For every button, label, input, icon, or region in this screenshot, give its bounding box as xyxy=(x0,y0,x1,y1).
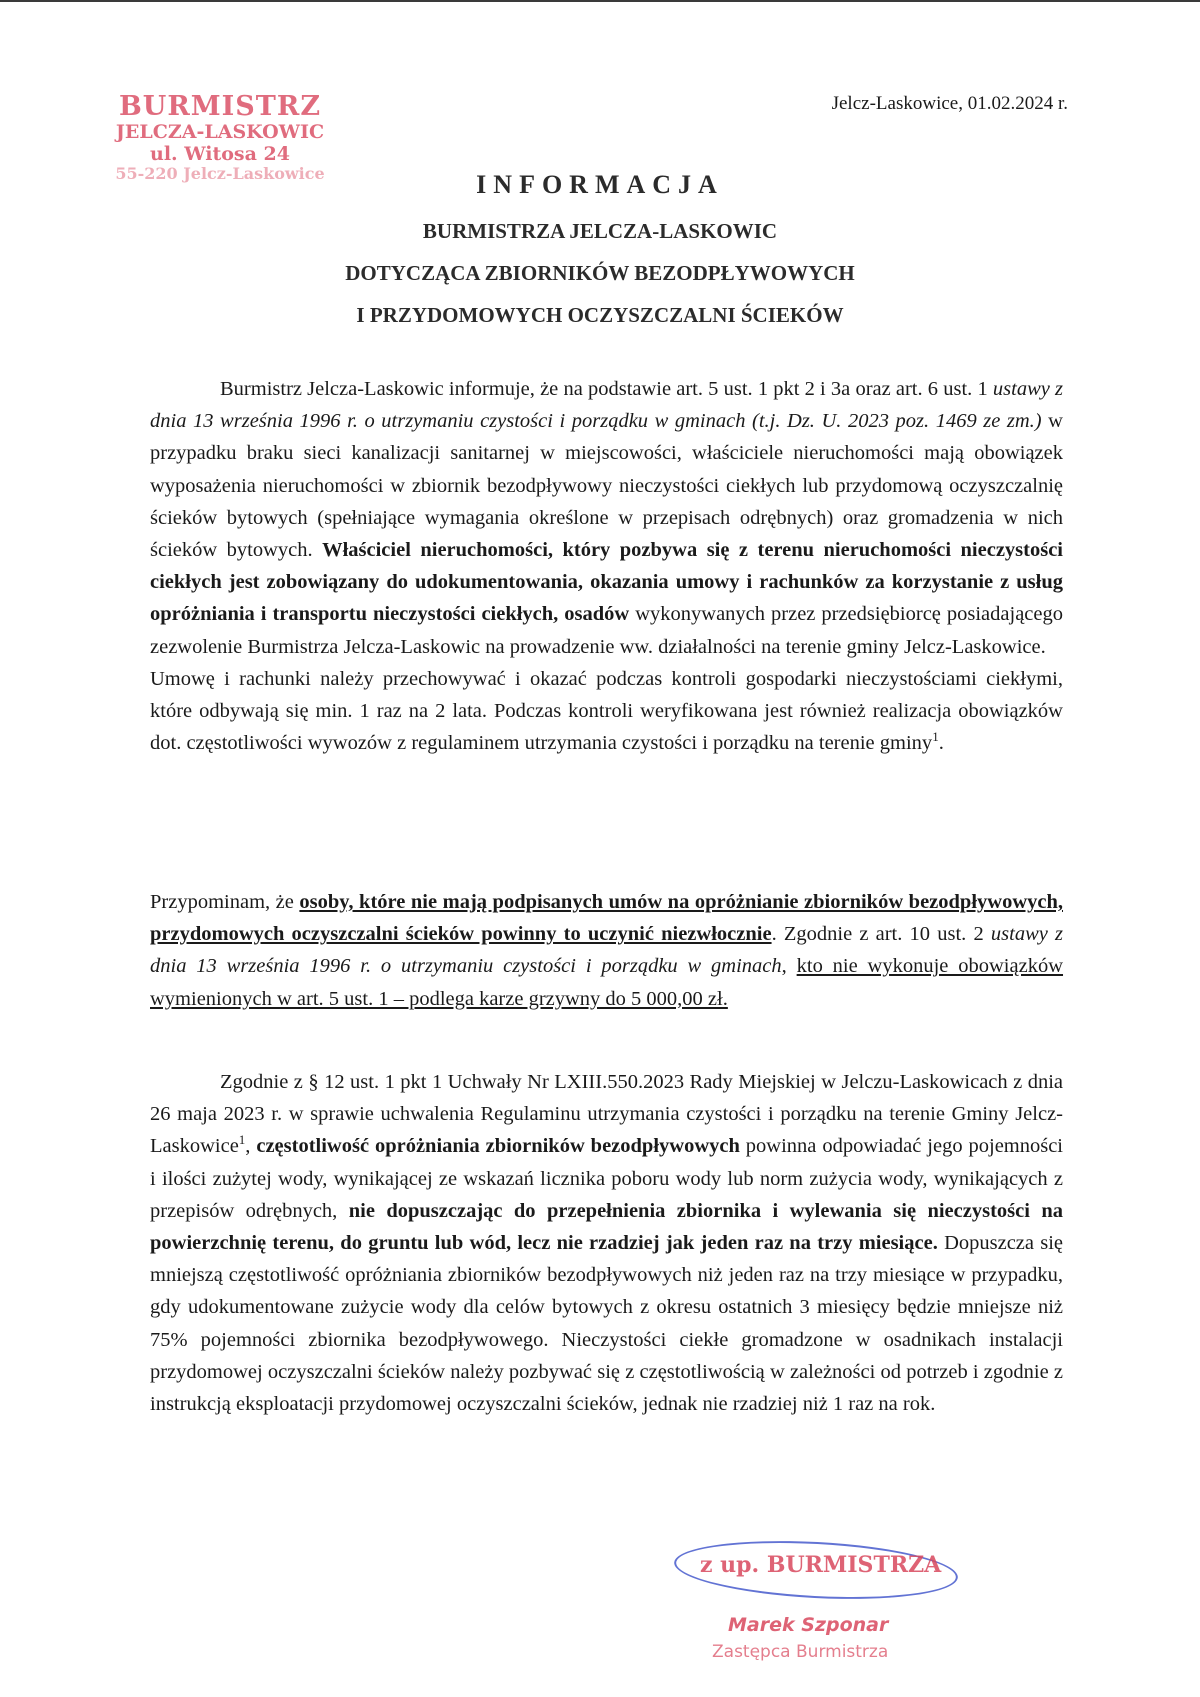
signatory-name: Marek Szponar xyxy=(728,1614,889,1636)
p3-frequency: częstotliwość opróżniania zbiorników bezodpływowych xyxy=(256,1135,740,1158)
document-subtitle-1: BURMISTRZA JELCZA-LASKOWIC xyxy=(422,219,778,243)
p1-text-2: w przypadku braku sieci kanalizacji sanitarnej w miejscowości, właściciele nieruchomości mają obowiązek wyposażenia nieruchomości w zbiornik bezodpływowy nieczystości ciekłych lub przydomową oczyszczalnię ścieków bytowych (spełniające wymagania określone w przepisach odrębnych) oraz gromadzenia w nich ścieków bytowych. xyxy=(150,410,1063,562)
stamp-line-4: 55-220 Jelcz-Laskowice xyxy=(115,163,325,183)
top-border xyxy=(0,0,1200,2)
p3-footnote-ref: 1 xyxy=(238,1132,246,1148)
p1-law-reference: ustawy z dnia 13 września 1996 r. o utrzymaniu czystości i porządku w gminach (t.j. Dz. U. 2023 poz. 1469 ze zm.) xyxy=(150,378,1063,433)
document-subtitle-2: DOTYCZĄCA ZBIORNIKÓW BEZODPŁYWOWYCH xyxy=(345,261,855,285)
p1-text-1: Burmistrz Jelcza-Laskowic informuje, że na podstawie art. 5 ust. 1 pkt 2 i 3a oraz art. 6 ust. 1 xyxy=(220,378,993,400)
paragraph-3 xyxy=(150,1066,1063,1420)
p2-text-3: , xyxy=(781,955,797,978)
p3-text-4: Dopuszcza się mniejszą częstotliwość opróżniania zbiorników bezodpływowych niż jeden raz na trzy miesiące w przypadku, gdy udokumentowane zużycie wody dla celów bytowych z okresu ostatnich 3 miesięcy będzie mniejsze niż 75% pojemności zbiornika bezodpływowego. Nieczystości ciekłe gromadzone w osadnikach instalacji przydomowej oczyszczalni ścieków należy pozbywać się z częstotliwością w zależności od potrzeb i zgodnie z instrukcją eksploatacji przydomowej oczyszczalni ścieków, jednak nie rzadziej niż 1 raz na rok. xyxy=(150,1232,1064,1416)
stamp-line-3: ul. Witosa 24 xyxy=(150,142,290,165)
paragraph-2 xyxy=(150,886,1063,1015)
p3-text-2: , xyxy=(245,1135,257,1158)
p1-owner-obligation: Właściciel nieruchomości, który pozbywa się z terenu nieruchomości nieczystości ciekłych jest zobowiązany do udokumentowania, okazania umowy i rachunków za korzystanie z usług opróżniania i transportu nieczystości ciekłych, osadów xyxy=(150,539,1063,626)
document-date: Jelcz-Laskowice, 01.02.2024 r. xyxy=(831,93,1068,114)
p1-text-4: Umowę i rachunki należy przechowywać i okazać podczas kontroli gospodarki nieczystościami ciekłymi, które odbywają się min. 1 raz na 2 lata. Podczas kontroli weryfikowana jest również realizacja obowiązków dot. częstotliwości wywozów z regulaminem utrzymania czystości i porządku na terenie gminy xyxy=(150,667,1063,755)
p3-text-3: powinna odpowiadać jego pojemności i ilości zużytej wody, wynikającej ze wskazań licznika poboru wody lub norm zużycia wody, wynikających z przepisów odrębnych, xyxy=(150,1135,1064,1222)
paragraph-1 xyxy=(150,373,1063,759)
signature-authority: z up. BURMISTRZA xyxy=(700,1552,942,1578)
signatory-role: Zastępca Burmistrza xyxy=(712,1642,889,1662)
document-subtitle-3: I PRZYDOMOWYCH OCZYSZCZALNI ŚCIEKÓW xyxy=(356,303,844,327)
p3-text-1: Zgodnie z § 12 ust. 1 pkt 1 Uchwały Nr LXIII.550.2023 Rady Miejskiej w Jelczu-Laskowicach z dnia 26 maja 2023 r. w sprawie uchwalenia Regulaminu utrzymania czystości i porządku na terenie Gminy Jelcz-Laskowice xyxy=(150,1071,1063,1158)
document-title: INFORMACJA xyxy=(476,170,724,199)
p1-text-3: wykonywanych przez przedsiębiorcę posiadającego zezwolenie Burmistrza Jelcza-Laskowic na prowadzenie ww. działalności na terenie gminy Jelcz-Laskowice. xyxy=(150,603,1063,658)
p2-text-1: Przypominam, że xyxy=(150,891,300,913)
signature-stamp xyxy=(670,1538,960,1688)
p1-footnote-ref: 1 xyxy=(932,729,939,745)
p2-reminder: osoby, które nie mają podpisanych umów na opróżnianie zbiorników bezodpływowych, przydomowych oczyszczalni ścieków powinny to uczynić niezwłocznie xyxy=(150,891,1063,946)
p1-text-end: . xyxy=(938,732,944,755)
p3-requirement: nie dopuszczając do przepełnienia zbiornika i wylewania się nieczystości na powierzchnię terenu, do gruntu lub wód, lecz nie rzadziej jak jeden raz na trzy miesiące. xyxy=(150,1199,1063,1255)
p2-penalty: kto nie wykonuje obowiązków wymienionych w art. 5 ust. 1 – podlega karze grzywny do 5 000,00 zł. xyxy=(150,955,1064,1010)
p2-law-reference: ustawy z dnia 13 września 1996 r. o utrzymaniu czystości i porządku w gminach xyxy=(150,923,1063,978)
stamp-line-1: BURMISTRZ xyxy=(118,91,322,122)
p2-text-2: . Zgodnie z art. 10 ust. 2 xyxy=(771,923,991,946)
stamp-line-2: JELCZA-LASKOWIC xyxy=(115,121,325,144)
